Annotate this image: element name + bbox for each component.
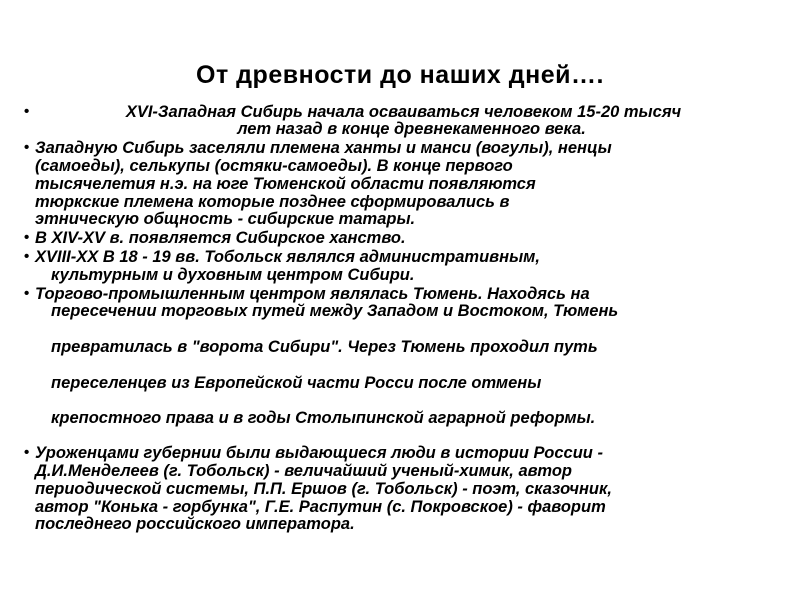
bullet-icon: • bbox=[24, 102, 30, 120]
bullet-icon: • bbox=[24, 248, 30, 265]
paragraph-line: Д.И.Менделеев (г. Тобольск) - величайший ученый-химик, автор bbox=[35, 461, 572, 480]
paragraph-line: этническую общность - сибирские татары. bbox=[35, 210, 416, 229]
paragraph-line: культурным и духовным центром Сибири. bbox=[51, 265, 415, 284]
paragraph-line: (самоеды), селькупы (остяки-самоеды). В конце первого bbox=[35, 156, 513, 175]
paragraph-line: последнего российского императора. bbox=[35, 515, 355, 534]
paragraph-line: тюркские племена которые позднее сформировались в bbox=[35, 192, 510, 211]
paragraph-5 bbox=[22, 286, 772, 429]
bullet-icon: • bbox=[24, 284, 30, 302]
bullet-icon: • bbox=[24, 444, 30, 462]
bullet-icon: • bbox=[24, 139, 30, 157]
paragraph-line: периодической системы, П.П. Ершов (г. Тобольск) - поэт, сказочник, bbox=[35, 479, 612, 498]
paragraph-line: Уроженцами губернии были выдающиеся люди в истории России - bbox=[35, 444, 603, 463]
paragraph-line: В XIV-XV в. появляется Сибирское ханство. bbox=[35, 229, 406, 248]
paragraph-line: превратилась в "ворота Сибири". Через Тюмень проходил путь bbox=[51, 338, 598, 357]
slide-body bbox=[0, 90, 800, 535]
paragraph-line: лет назад в конце древнекаменного века. bbox=[237, 120, 586, 139]
paragraph-1 bbox=[22, 104, 772, 140]
paragraph-line: тысячелетия н.э. на юге Тюменской области появляются bbox=[35, 174, 536, 193]
paragraph-line: Торгово-промышленным центром являлась Тюмень. Находясь на bbox=[35, 284, 590, 303]
paragraph-line: XVIII-XX В 18 - 19 вв. Тобольск являлся административным, bbox=[35, 248, 540, 266]
paragraph-line: Западную Сибирь заселяли племена ханты и манси (вогулы), ненцы bbox=[35, 139, 612, 158]
paragraph-line: переселенцев из Европейской части Росси после отмены bbox=[51, 373, 542, 392]
paragraph-line: XVI-Западная Сибирь начала осваиваться человеком 15-20 тысяч bbox=[125, 102, 682, 121]
bullet-icon: • bbox=[24, 229, 30, 247]
paragraph-4 bbox=[22, 249, 772, 285]
paragraph-line: пересечении торговых путей между Западом и Востоком, Тюмень bbox=[51, 302, 619, 321]
paragraph-3 bbox=[22, 230, 772, 248]
page-title: От древности до наших дней…. bbox=[196, 61, 604, 89]
paragraph-2 bbox=[22, 140, 772, 229]
paragraph-6 bbox=[22, 445, 772, 534]
paragraph-line: автор "Конька - горбунка", Г.Е. Распутин (с. Покровское) - фаворит bbox=[35, 497, 606, 516]
paragraph-line: крепостного права и в годы Столыпинской аграрной реформы. bbox=[51, 409, 596, 428]
